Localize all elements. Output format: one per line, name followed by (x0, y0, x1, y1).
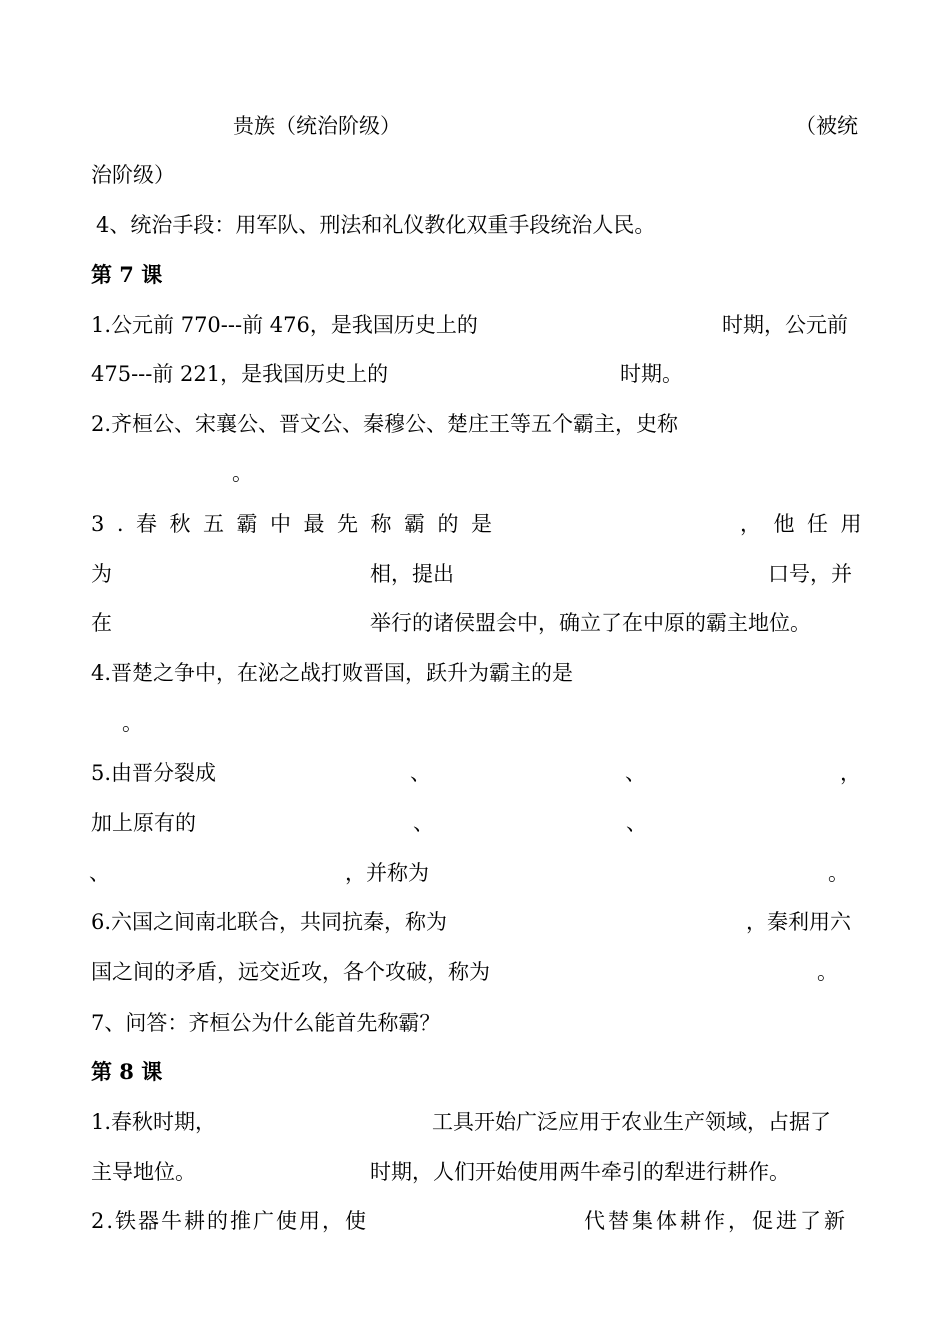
text-line: ，并称为 (345, 861, 429, 885)
text-line: 3.春秋五霸中最先称霸的是 (91, 512, 505, 536)
text-line: 时期，人们开始使用两牛牵引的犁进行耕作。 (370, 1160, 790, 1184)
text-line: 相，提出 (370, 562, 454, 586)
text-line: 为 (91, 562, 112, 586)
text-line: 、 (89, 861, 110, 885)
text-line: 主导地位。 (91, 1160, 196, 1184)
text-line: ，他任用 (740, 512, 874, 536)
text-line: 口号，并 (768, 562, 852, 586)
text-line: 、 (626, 811, 647, 835)
text-line: 6.六国之间南北联合，共同抗秦，称为 (91, 910, 448, 934)
text-line: 1.公元前 770---前 476，是我国历史上的 (91, 313, 478, 337)
text-line: 时期，公元前 (722, 313, 848, 337)
text-line: 、 (413, 811, 434, 835)
text-line: 4、统治手段：用军队、刑法和礼仪教化双重手段统治人民。 (96, 213, 656, 237)
text-line: 举行的诸侯盟会中，确立了在中原的霸主地位。 (370, 611, 811, 635)
text-line: 。 (828, 861, 849, 885)
text-line: （被统 (795, 114, 858, 138)
text-line: 在 (91, 611, 112, 635)
text-line: 1.春秋时期， (91, 1110, 217, 1134)
text-line: 2.齐桓公、宋襄公、晋文公、秦穆公、楚庄王等五个霸主，史称 (91, 412, 679, 436)
text-line: 、 (625, 761, 646, 785)
text-line: 。 (122, 711, 143, 735)
text-line: 475---前 221，是我国历史上的 (91, 362, 389, 386)
text-line: ， (840, 761, 861, 785)
lesson-8-heading: 第 8 课 (91, 1059, 163, 1084)
text-line: 工具开始广泛应用于农业生产领域，占据了 (432, 1110, 831, 1134)
text-line: 4.晋楚之争中，在泌之战打败晋国，跃升为霸主的是 (91, 661, 574, 685)
text-line: 。 (232, 461, 253, 485)
text-line: 7、问答：齐桓公为什么能首先称霸？ (91, 1011, 441, 1035)
text-line: ，秦利用六 (746, 910, 851, 934)
text-line: 。 (817, 960, 838, 984)
text-line: 国之间的矛盾，远交近攻，各个攻破，称为 (91, 960, 490, 984)
text-line: 代替集体耕作，促进了新 (584, 1209, 848, 1233)
lesson-7-heading: 第 7 课 (91, 262, 163, 287)
text-line: 、 (410, 761, 431, 785)
text-line: 加上原有的 (91, 811, 196, 835)
text-line: 时期。 (620, 362, 683, 386)
text-line: 2.铁器牛耕的推广使用，使 (91, 1209, 369, 1233)
text-line: 5.由晋分裂成 (91, 761, 217, 785)
text-line: 贵族（统治阶级） (233, 114, 401, 138)
text-line: 治阶级） (91, 163, 175, 187)
